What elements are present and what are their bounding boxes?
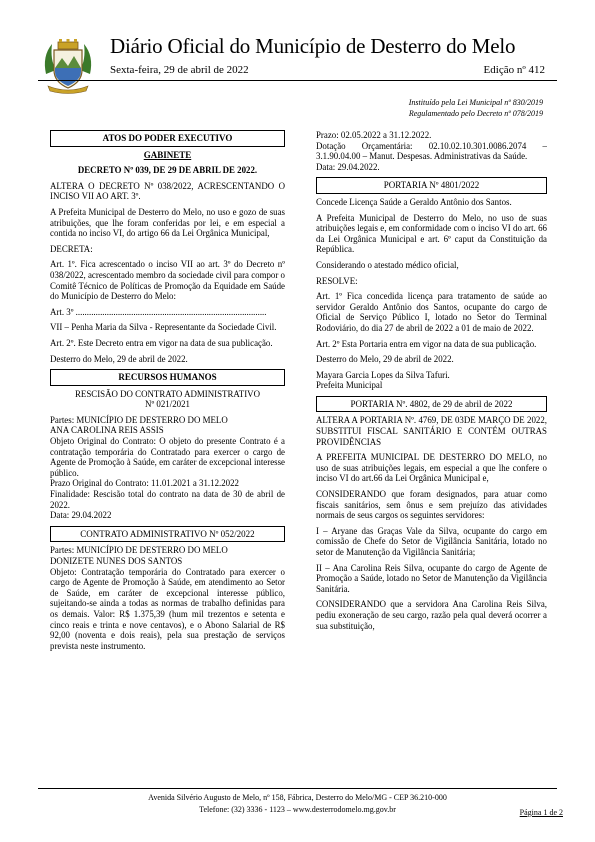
rescission-title: RESCISÃO DO CONTRATO ADMINISTRATIVO [75,388,260,399]
rescission-date: Data: 29.04.2022 [50,510,112,521]
ordinance-4802-considering-1: CONSIDERANDO que foram designados, para atuar como fiscais sanitários, sem ônus e sem prejuízo das atividades normais de seus cargos os seguintes servidores: [316,489,547,521]
budget-allocation: Dotação Orçamentária: 02.10.02.10.301.0086.2074 – 3.1.90.04.00 – Manut. Despesas. Administrativas da Saúde. [316,140,547,162]
ordinance-4801-article-1: Art. 1º Fica concedida licença para tratamento de saúde ao servidor Geraldo Antônio dos Santos, ocupante do cargo de Oficial de Serviço Público I, lotado no Setor do Terminal Rodoviário, do dia 27 de abril de 2022 a 01 de maio de 2022. [316,291,547,333]
page-title: Diário Oficial do Município de Desterro do Melo [110,34,516,58]
decree-summary: ALTERA O DECRETO Nº 038/2022, ACRESCENTANDO O INCISO VII AO ART. 3º. [50,180,285,202]
footer-divider [38,788,557,789]
ordinance-4801-preamble: A Prefeita Municipal de Desterro do Melo, no uso de suas atribuições legais e, em conformidade com o inciso VI do art. 66 da Lei Orgânica Municipal e art. 6º caput da Constituição da República. [316,212,547,255]
ordinance-4801-summary: Concede Licença Saúde a Geraldo Antônio dos Santos. [316,196,512,207]
rescission-party-name: ANA CAROLINA REIS ASSIS [50,425,164,436]
contract-date: Data: 29.04.2022. [316,161,380,172]
contract-parties: Partes: MUNICÍPIO DE DESTERRO DO MELO [50,545,228,556]
institution-law: Instituído pela Lei Municipal nº 830/2019 [408,98,543,107]
edition-number: Edição nº 412 [483,64,545,76]
page-number: Página 1 de 2 [519,808,563,817]
decree-article-1: Art. 1º. Fica acrescentado o inciso VII ao art. 3º do Decreto nº 038/2022, acrescentado membro da sociedade civil para compor o Comitê Técnico de Políticas de Promoção da Equidade em Saúde do Município de Desterro do Melo: [50,259,285,302]
ordinance-4802-preamble: A PREFEITA MUNICIPAL DE DESTERRO DO MELO, no uso de suas atribuições legais, em especial a que lhe confere o inciso VI do art.66 da Lei Orgânica Municipal e, [316,452,547,484]
right-column [316,130,547,636]
signatory-name: Mayara Garcia Lopes da Silva Tafuri. [316,369,450,380]
rescission-object: Objeto Original do Contrato: O objeto do presente Contrato é a contratação temporária do Contratado para exercer o cargo de Agente de Promoção à Saúde, em caráter de excepcional interesse público. [50,436,285,478]
contract-object: Objeto: Contratação temporária do Contratado para exercer o cargo de Agente de Promoção à Saúde, em atendimento ao Setor de Saúde, em caráter de excepcional interesse público, sujeitando-se ainda a todas as normas de trabalho definidas para os demais. Valor: R$ 1.375,39 (hum mil trezentos e setenta e cinco reais e trinta e nove centavos), e o Abono Salarial de R$ 92,00 (noventa e dois reais), pela sua prestação de serviços prevista neste instrumento. [50,566,285,651]
decree-article-3: Art. 3º ...................................................................................... [50,306,267,317]
institution-decree: Regulamentado pelo Decreto nº 078/2019 [408,109,543,118]
ordinance-4802-considering-2: CONSIDERANDO que a servidora Ana Carolina Reis Silva, pediu exoneração de seu cargo, razão pela qual deverá ocorrer a sua substituição, [316,599,547,631]
left-column [50,130,285,651]
decree-article-2: Art. 2º. Este Decreto entra em vigor na data de sua publicação. [50,337,273,348]
section-heading-executive: ATOS DO PODER EXECUTIVO [50,130,285,147]
subsection-gabinete: GABINETE [143,149,192,160]
section-heading-hr: RECURSOS HUMANOS [50,369,285,386]
contract-party-name: DONIZETE NUNES DOS SANTOS [50,556,183,566]
footer-address: Avenida Silvério Augusto de Melo, nº 158, Fábrica, Desterro do Melo/MG - CEP 36.210-000 [148,793,447,802]
institution-note [409,97,543,119]
ordinance-4801-heading: PORTARIA Nº 4801/2022 [316,177,547,194]
signatory-role: Prefeita Municipal [316,380,383,391]
ordinance-4801-place-date: Desterro do Melo, 29 de abril de 2022. [316,354,454,365]
ordinance-4802-heading: PORTARIA Nº. 4802, de 29 de abril de 2022 [316,396,547,413]
decree-item-vii: VII – Penha Maria da Silva - Representante da Sociedade Civil. [50,322,277,333]
municipal-coat-of-arms-icon [38,36,98,96]
decree-place-date: Desterro do Melo, 29 de abril de 2022. [50,353,188,364]
header-divider [38,80,557,81]
ordinance-4801-article-2: Art. 2º Esta Portaria entra em vigor na data de sua publicação. [316,338,537,349]
ordinance-4801-considering: Considerando o atestado médico oficial, [316,259,459,270]
rescission-purpose: Finalidade: Rescisão total do contrato na data de 30 de abril de 2022. [50,489,285,510]
rescission-parties: Partes: MUNICÍPIO DE DESTERRO DO MELO [50,414,228,425]
ordinance-4801-resolve: RESOLVE: [316,275,358,286]
decree-decrees: DECRETA: [50,243,93,254]
contract-heading: CONTRATO ADMINISTRATIVO Nº 052/2022 [50,526,285,543]
rescission-term: Prazo Original do Contrato: 11.01.2021 a 31.12.2022 [50,478,239,489]
rescission-number: Nº 021/2021 [145,399,190,410]
footer-contact: Telefone: (32) 3336 - 1123 – www.desterrodomelo.mg.gov.br [199,805,396,814]
header [0,0,595,118]
issue-date: Sexta-feira, 29 de abril de 2022 [110,64,249,76]
footer [0,792,595,816]
decree-preamble: A Prefeita Municipal de Desterro do Melo, no uso e gozo de suas atribuições, que lhe foram conferidas por lei, e em especial a contida no inciso VI, do artigo 66 da Lei Orgânica Municipal, [50,206,285,239]
ordinance-4802-item-i: I – Aryane das Graças Vale da Silva, ocupante do cargo em comissão de Chefe do Setor de Vigilância Sanitária, lotado no setor de Manutenção da Vigilância Sanitária; [316,525,547,557]
decree-title: DECRETO Nº 039, DE 29 DE ABRIL DE 2022. [77,165,258,176]
ordinance-4802-item-ii: II – Ana Carolina Reis Silva, ocupante do cargo de Agente de Promoção a Saúde, lotado no Setor de Manutenção da Vigilância Sanitária. [316,562,547,594]
contract-term: Prazo: 02.05.2022 a 31.12.2022. [316,130,432,140]
ordinance-4802-summary: ALTERA A PORTARIA Nº. 4769, DE 03DE MARÇO DE 2022, SUBSTITUI FISCAL SANITÁRIO E CONTÉM OUTRAS PROVIDÊNCIAS [316,415,547,447]
